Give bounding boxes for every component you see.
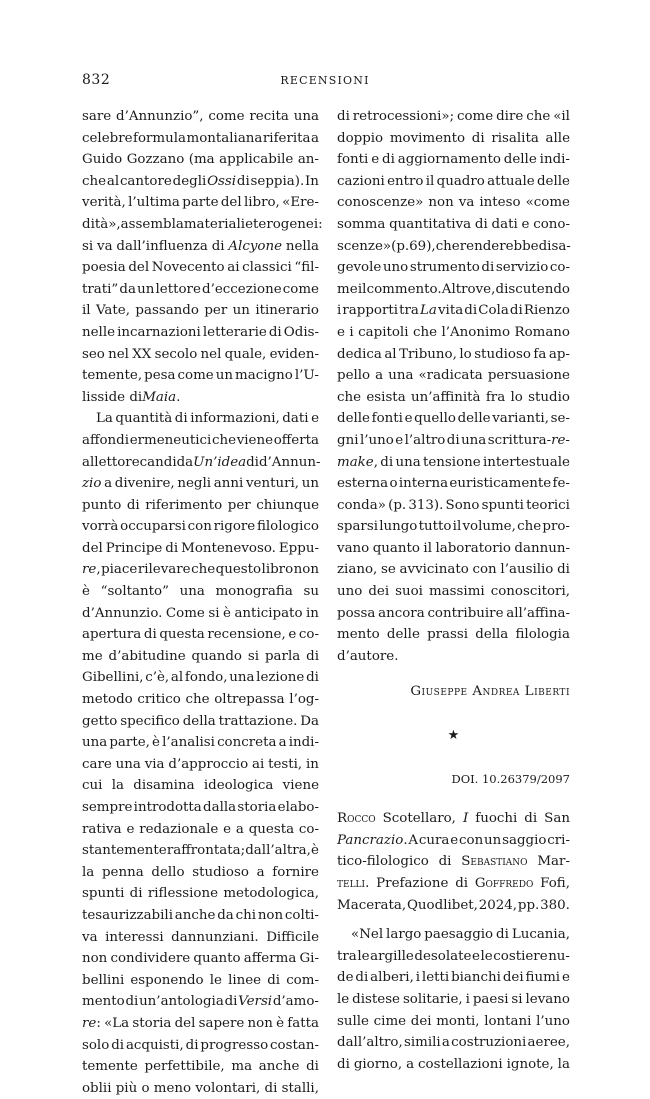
- text-line: ziano, se avvicinato con l’ausilio di: [337, 562, 570, 578]
- text-line: poesia del Novecento ai classici “fil-: [82, 260, 319, 276]
- text-line: scenze» (p. 69), che renderebbe disa-: [337, 238, 571, 254]
- text-line: make, di una tensione intertestuale: [337, 454, 570, 470]
- text-line: doppio movimento di risalita alle: [337, 130, 570, 146]
- text-line: al lettore candida Un’idea di d’Annun-: [82, 454, 321, 470]
- text-line: seo nel XX secolo nel quale, eviden-: [82, 346, 319, 362]
- text-line: e i capitoli che l’Anonimo Romano: [337, 324, 570, 340]
- text-line: Gibellini, c’è, al fondo, una lezione di: [82, 670, 319, 686]
- text-line: conoscenze» non va inteso «come: [337, 195, 570, 211]
- text-line: esterna o interna euristicamente fe-: [337, 476, 570, 492]
- text-line: Pancrazio. A cura e con un saggio cri-: [337, 832, 570, 848]
- text-line: di retrocessioni»; come dire che «il: [337, 109, 570, 124]
- text-line: solo di acquisti, di progresso costan-: [82, 1037, 319, 1053]
- text-line: tra le argille desolate e le costiere nu-: [337, 948, 570, 964]
- text-line: lisside di Maia .: [82, 389, 181, 405]
- text-line: dità», assembla materiali eterogenei:: [82, 216, 323, 232]
- text-line: fonti e di aggiornamento delle indi-: [337, 152, 570, 168]
- text-line: Guido Gozzano (ma applicabile an-: [82, 152, 319, 168]
- text-line: oblii più o meno volontari, di stalli,: [82, 1080, 319, 1096]
- text-line: stantemente raffrontata; dall’altra, è: [82, 843, 319, 859]
- section-separator-star: ★: [447, 728, 460, 744]
- text-line: uno dei suoi massimi conoscitori,: [337, 584, 570, 600]
- text-line: la penna dello studioso a fornire: [82, 864, 319, 880]
- text-line: pello a una «radicata persuasione: [337, 368, 570, 384]
- text-line: cazioni entro il quadro attuale delle: [337, 173, 570, 189]
- text-line: getto specifico della trattazione. Da: [82, 713, 319, 729]
- text-line: trati” da un lettore d’eccezione come: [82, 281, 319, 297]
- right-column: [337, 106, 570, 1075]
- running-head: RECENSIONI: [280, 74, 370, 87]
- text-line: d’Annunzio. Come si è anticipato in: [82, 605, 319, 621]
- text-line: me il commento. Altrove, discutendo: [337, 281, 570, 297]
- text-line: nelle incarnazioni letterarie di Odis-: [82, 324, 319, 340]
- text-line: verità, l’ultima parte del libro, «Ere-: [82, 195, 319, 211]
- text-line: sulle cime dei monti, lontani l’uno: [337, 1013, 570, 1029]
- text-line: dedica al Tribuno, lo studioso fa ap-: [337, 346, 570, 362]
- text-line: gni l’uno e l’altro di una scrittura-re-: [337, 432, 570, 448]
- text-line: me d’abitudine quando si parla di: [82, 648, 319, 664]
- doi-reference: DOI. 10.26379/2097: [451, 771, 570, 786]
- page-number: 832: [82, 72, 111, 88]
- text-line: telli. Prefazione di Goffredo Fofi,: [337, 876, 570, 891]
- text-line: mento di un’antologia di Versi d’amo-: [82, 994, 319, 1010]
- text-line: temente, pesa come un macigno l’U-: [82, 368, 319, 384]
- text-line: sempre introdotta dalla storia elabo-: [82, 800, 319, 815]
- text-line: delle fonti e quello delle varianti, se-: [337, 411, 570, 427]
- left-column: [82, 106, 323, 1099]
- text-line: care una via d’approccio ai testi, in: [82, 756, 319, 772]
- text-line: una parte, è l’analisi concreta a indi-: [82, 735, 319, 751]
- text-line: tico-filologico di Sebastiano Mar-: [337, 854, 570, 870]
- text-line: dall’altro, simili a costruzioni aeree,: [337, 1035, 570, 1051]
- text-line: del Principe di Montenevoso. Eppu-: [82, 540, 319, 556]
- text-line: «Nel largo paesaggio di Lucania,: [351, 927, 570, 943]
- text-line: di giorno, a costellazioni ignote, la: [337, 1056, 570, 1072]
- book-citation: [337, 808, 570, 916]
- text-line: possa ancora contribuire all’affina-: [337, 605, 570, 621]
- text-line: La quantità di informazioni, dati e: [96, 411, 319, 427]
- text-line: non condividere quanto afferma Gi-: [82, 951, 319, 967]
- text-line: gevole uno strumento di servizio co-: [337, 260, 570, 276]
- right-body: [337, 106, 570, 667]
- text-line: celebre formula montaliana riferita a: [82, 130, 319, 146]
- text-line: bellini esponendo le linee di com-: [82, 972, 319, 988]
- text-line: conda» (p. 313). Sono spunti teorici: [337, 497, 570, 513]
- text-line: re, piace rilevare che questo libro non: [82, 562, 319, 578]
- text-line: Rocco Scotellaro, I fuochi di San: [337, 811, 570, 827]
- text-line: cui la disamina ideologica viene: [82, 778, 319, 794]
- text-line: sparsi lungo tutto il volume, che pro-: [337, 519, 570, 535]
- text-line: spunti di riflessione metodologica,: [82, 886, 319, 902]
- text-line: rativa e redazionale e a questa co-: [82, 821, 319, 837]
- review-signature: Giuseppe Andrea Liberti: [410, 684, 570, 700]
- text-line: zio a divenire, negli anni venturi, un: [82, 476, 319, 492]
- text-line: sare d’Annunzio”, come recita una: [82, 109, 319, 124]
- text-line: apertura di questa recensione, e co-: [82, 627, 319, 643]
- text-line: va interessi dannunziani. Difficile: [82, 929, 319, 945]
- text-line: affondi ermeneutici che viene offerta: [82, 432, 319, 448]
- text-line: somma quantitativa di dati e cono-: [337, 216, 570, 232]
- text-line: si va dall’influenza di Alcyone nella: [82, 238, 319, 254]
- text-line: mento delle prassi della filologia: [337, 627, 570, 643]
- text-line: d’autore.: [337, 648, 399, 664]
- text-line: de di alberi, i letti bianchi dei fiumi e: [337, 970, 570, 986]
- text-line: vano quanto il laboratorio dannun-: [337, 540, 570, 556]
- text-line: re: «La storia del sapere non è fatta: [82, 1015, 319, 1031]
- text-line: Macerata, Quodlibet, 2024, pp. 380.: [337, 897, 570, 913]
- text-line: metodo critico che oltrepassa l’og-: [82, 692, 319, 708]
- text-line: punto di riferimento per chiunque: [82, 497, 319, 513]
- text-line: che esista un’affinità fra lo studio: [337, 389, 570, 405]
- text-line: tesaurizzabili anche da chi non colti-: [82, 907, 319, 923]
- review-opening: [337, 924, 570, 1075]
- text-line: che al cantore degli Ossi di seppia). In: [82, 173, 319, 189]
- text-line: le distese solitarie, i paesi si levano: [337, 991, 570, 1007]
- text-line: temente perfettibile, ma anche di: [82, 1059, 319, 1075]
- text-line: è “soltanto” una monografia su: [82, 584, 319, 600]
- text-line: i rapporti tra La vita di Cola di Rienzo: [337, 303, 570, 319]
- text-line: il Vate, passando per un itinerario: [82, 303, 319, 319]
- text-line: vorrà occuparsi con rigore filologico: [82, 519, 319, 535]
